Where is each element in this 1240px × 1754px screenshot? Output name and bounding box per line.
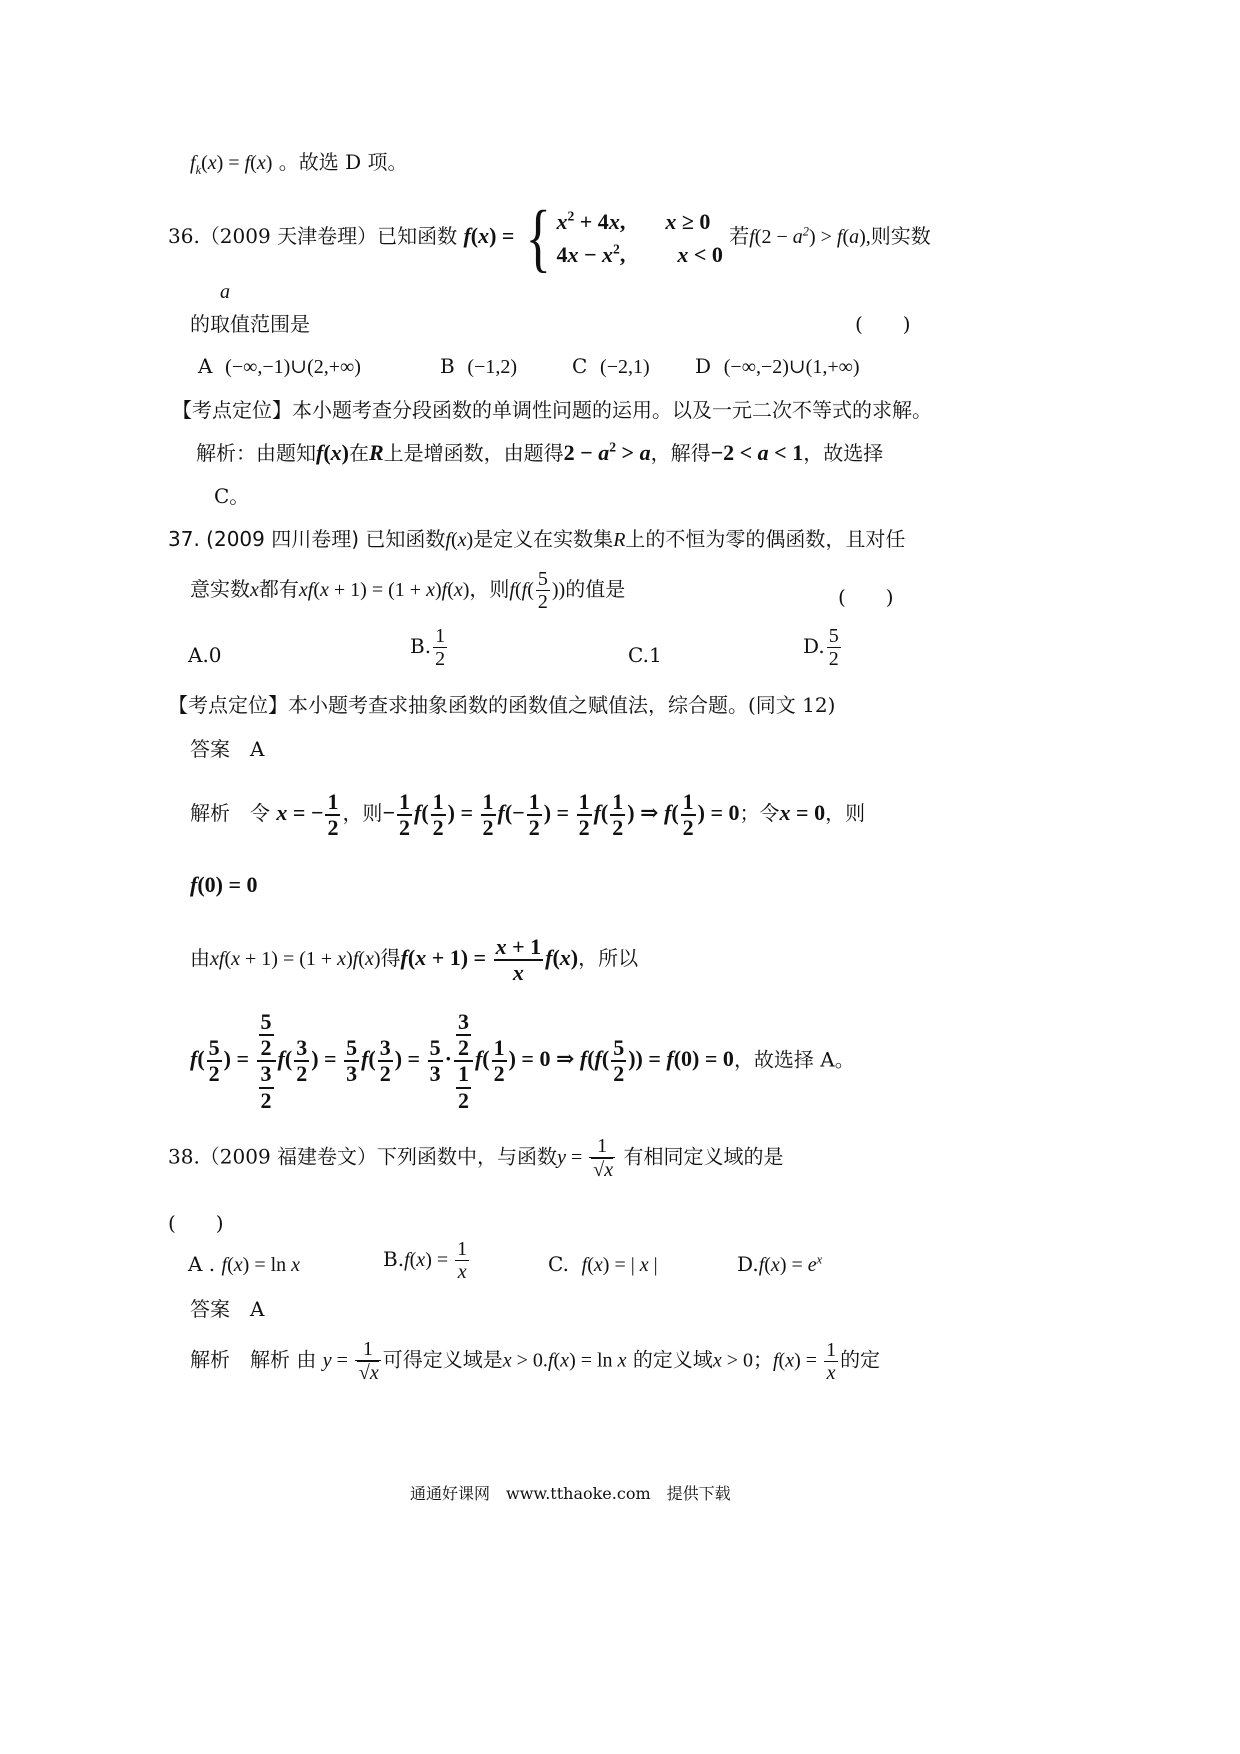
- q36-stem-c: 则实数: [870, 224, 931, 249]
- q37-option-d[interactable]: D. $\frac{5}{2}$: [803, 625, 839, 670]
- q36-stem-b: 若: [729, 224, 750, 249]
- q38-option-c[interactable]: C. f(x) = | x |: [548, 1252, 658, 1276]
- q36-inequality: $f(2 - a^2) > f(a)$,: [749, 224, 871, 249]
- q36-option-b[interactable]: B (−1,2): [440, 354, 518, 378]
- q38-stem: 38.（2009 福建卷文）下列函数中，与函数y = $\frac{1}{√x}$ 有相同定义域的是: [168, 1135, 784, 1181]
- q36-stem-a: 已知函数: [377, 224, 458, 249]
- q36-jiexi: 解析：由题知f(x)在R上是增函数，由题得$2 - a^2 > a$，解得−2 < a < 1，故选择: [196, 439, 884, 465]
- q38-option-d[interactable]: $D.f(x) = e^x$: [737, 1252, 823, 1276]
- q37-compound-fraction-line: f( $\frac{5}{2}$ ) = $\frac{\frac{5}{2}}{\frac{3}{2}}$ f( $\frac{3}{2}$ ) = $\frac{5}{3}$ f( $\frac{3}{2}$ ) = $\frac{5}{3}$ · $\frac{\frac{3}{2}}{\frac{1}{2}}$ f( $\frac{1}{2}$ ) = 0 ⇒ f(f( $\frac{5}{2}$ )) = f(0) = 0，故选择 A。: [190, 1009, 855, 1113]
- prev-conclusion-line: $f_k(x) = f(x)$ 。故选 D 项。: [190, 150, 408, 177]
- q38-jiexi: 解析 解析 由 y = $\frac{1}{√x}$ 可得定义域是x > 0.f(x) = ln x 的定义域x > 0；f(x) = $\frac{1}{x}$ 的定: [190, 1338, 881, 1384]
- q36-stem: [168, 196, 931, 280]
- page-footer: 通通好课网 www.tthaoke.com 提供下载: [410, 1484, 731, 1503]
- q37-answer-paren: ( ): [838, 585, 894, 609]
- q36-option-d[interactable]: D (−∞,−2)∪(1,+∞): [695, 354, 860, 378]
- q37-option-c[interactable]: C.1: [628, 643, 662, 667]
- q37-stem: 37. (2009 四川卷理) 已知函数f(x)是定义在实数集R上的不恒为零的偶函数，且对任: [168, 527, 906, 551]
- q38-option-b[interactable]: B.f(x) = $\frac{1}{x}$: [383, 1238, 468, 1283]
- q37-jiexi-line1: 解析 令 x = − $\frac{1}{2}$ ，则− $\frac{1}{2}$ f( $\frac{1}{2}$ ) = $\frac{1}{2}$ f(− $\frac{1}{2}$ ) = $\frac{1}{2}$ f( $\frac{1}{2}$ ) ⇒ f( $\frac{1}{2}$ ) = 0；令x = 0，则: [190, 789, 866, 841]
- q37-answer: 答案 A: [190, 737, 265, 761]
- q37-option-b[interactable]: B. $\frac{1}{2}$: [410, 625, 446, 670]
- q36-answer-paren: ( ): [855, 312, 911, 336]
- q36-source: （2009 天津卷理）: [199, 224, 378, 249]
- q36-jiexi-end: C。: [214, 484, 250, 508]
- prev-conclusion-text: 。故选 D 项。: [278, 150, 408, 174]
- q36-piecewise-function: f(x) = { $x^2 + 4x$, x ≥ 0 $4x - x^2$, x < 0: [463, 196, 723, 280]
- q36-range-text: 的取值范围是: [190, 312, 310, 336]
- q36-variable-a: a: [220, 281, 230, 303]
- q36-kaodian: 【考点定位】本小题考查分段函数的单调性问题的运用。以及一元二次不等式的求解。: [172, 398, 932, 422]
- q37-option-a[interactable]: A.0: [188, 643, 222, 667]
- q37-kaodian: 【考点定位】本小题考查求抽象函数的函数值之赋值法，综合题。(同文 12): [168, 693, 836, 717]
- q38-answer: 答案 A: [190, 1297, 265, 1321]
- q36-number: 36.: [168, 224, 200, 249]
- q37-derivation-line: 由xf(x + 1) = (1 + x)f(x)得f(x + 1) = $\frac{x + 1}{x}$ f(x)，所以: [190, 934, 639, 986]
- q38-option-a[interactable]: A . f(x) = ln x: [188, 1252, 301, 1276]
- q37-f0-equation: f(0) = 0: [190, 872, 258, 897]
- q38-answer-paren: ( ): [168, 1211, 224, 1235]
- q37-stem-line2: 意实数x都有xf(x + 1) = (1 + x)f(x)，则f(f( $\frac{5}{2}$ ))的值是: [190, 568, 626, 613]
- q36-option-c[interactable]: C (−2,1): [572, 354, 650, 378]
- q36-option-a[interactable]: A (−∞,−1)∪(2,+∞): [198, 354, 361, 378]
